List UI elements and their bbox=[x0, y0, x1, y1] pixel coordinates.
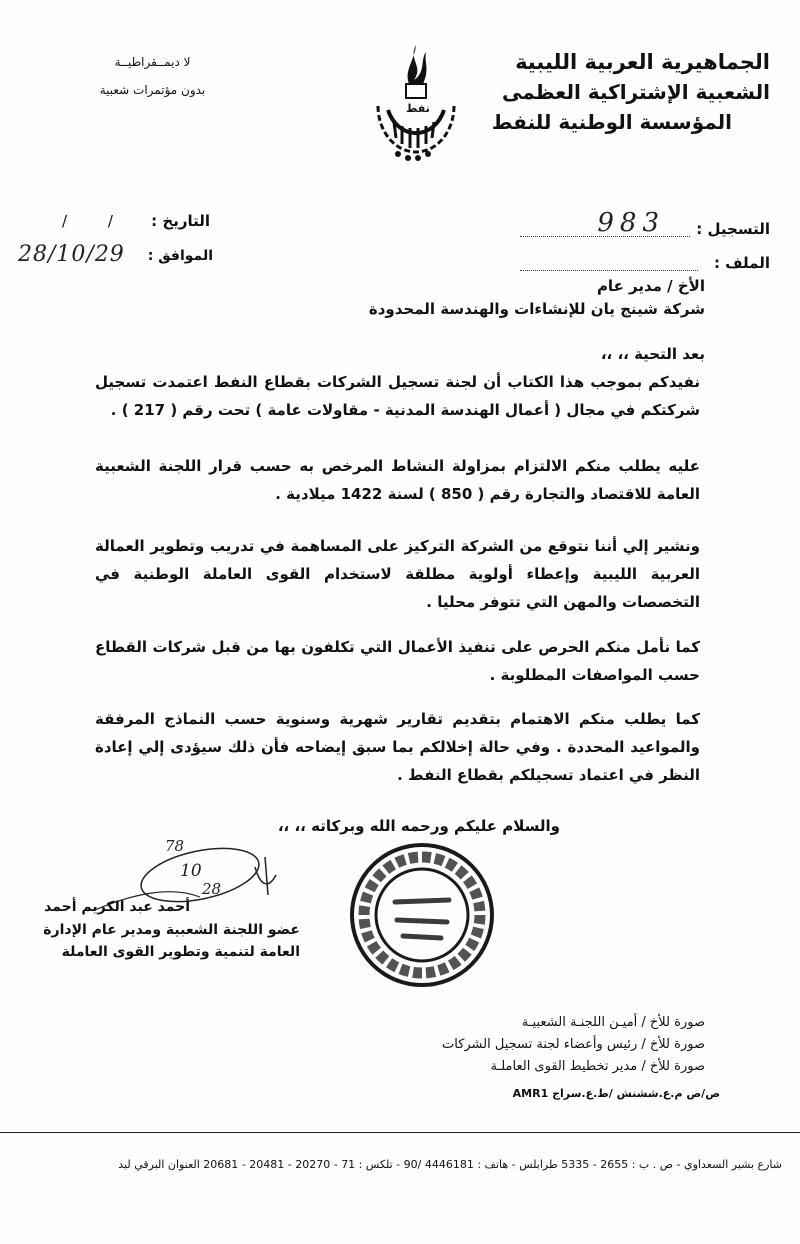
org-line-3: المؤسسة الوطنية للنفط bbox=[491, 110, 732, 134]
corresponding-value: 28/10/29 bbox=[18, 242, 125, 267]
file-label: الملف : bbox=[713, 254, 770, 272]
paragraph-3: ونشير إلي أننا نتوقع من الشركة التركيز على المساهمة في تدريب وتطوير العمالة العربية الليبية وإعطاء أولوية مطلقة لاستخدام القوى العاملة الوطنية في التخصصات والمهن التي تتوفر محليا . bbox=[95, 537, 700, 611]
org-line-1: الجماهيرية العربية الليبية bbox=[515, 50, 770, 74]
cc-line-1: صورة للأخ / أميـن اللجنـة الشعبيـة bbox=[521, 1015, 705, 1030]
note-78: 78 bbox=[165, 837, 185, 855]
file-row bbox=[520, 254, 770, 274]
motto-line-2: بدون مؤتمرات شعبية bbox=[99, 83, 206, 97]
motto-line-1: لا ديمــقراطيــة bbox=[114, 55, 191, 69]
motto bbox=[90, 55, 215, 97]
org-line-2: الشعبية الإشتراكية العظمى bbox=[502, 80, 770, 104]
recipient-line-1: الأخ / مدير عام bbox=[596, 277, 705, 295]
cc-line-3: صورة للأخ / مدير تخطيط القوى العاملـة bbox=[490, 1059, 705, 1074]
registration-label: التسجيل : bbox=[696, 220, 770, 238]
paragraph-1: نفيدكم بموجب هذا الكتاب أن لجنة تسجيل الشركات بقطاع النفط اعتمدت تسجيل شركتكم في مجال ( أعمال الهندسة المدنية - مقاولات عامة ) تحت رقم ( 217 ) . bbox=[95, 373, 700, 419]
registration-value: 983 bbox=[597, 208, 665, 238]
paragraph-5: كما يطلب منكم الاهتمام بتقديم تقارير شهرية وسنوية حسب النماذج المرفقة والمواعيد المحددة . وفي حالة إخلالكم بما سبق إيضاحه فأن ذلك سيؤدى إلي إعادة النظر في اعتماد تسجيلكم بقطاع النفط . bbox=[95, 710, 700, 784]
stamp-seal-icon bbox=[345, 840, 500, 990]
signatory-name: أحمد عبد الكريم أحمد bbox=[44, 899, 190, 915]
footer-address: شارع بشير السعداوي - ص . ب : 2655 - 5335 طرابلس - هاتف : 4446181 /90 - تلكس : 71 - 20270 - 20481 - 20681 العنوان البرقي ليد bbox=[118, 1158, 782, 1171]
logo-text: نفط bbox=[406, 102, 430, 115]
noc-logo bbox=[368, 40, 464, 165]
corresponding-label: الموافق : bbox=[147, 248, 213, 264]
signatory-title-1: عضو اللجنة الشعبية ومدير عام الإدارة bbox=[43, 922, 300, 938]
corresponding-row bbox=[18, 244, 213, 270]
paragraph-2: عليه يطلب منكم الالتزام بمزاولة النشاط المرخص به حسب قرار اللجنة الشعبية العامة للاقتصاد والتجارة رقم ( 850 ) لسنة 1422 ميلادية . bbox=[95, 457, 700, 503]
closing: والسلام عليكم ورحمه الله وبركاته ،، ،، bbox=[277, 817, 560, 835]
paragraph-4: كما نأمل منكم الحرص على تنفيذ الأعمال التي تكلفون بها من قبل شركات القطاع حسب المواصفات المطلوبة . bbox=[95, 638, 700, 684]
recipient-line-2: شركة شينج يان للإنشاءات والهندسة المحدودة bbox=[368, 300, 705, 318]
note-28: 28 bbox=[202, 880, 222, 898]
date-label: التاريخ : bbox=[151, 212, 210, 230]
official-stamp bbox=[345, 840, 500, 990]
signatory-title-2: العامة لتنمية وتطوير القوى العاملة bbox=[61, 944, 300, 960]
footer-rule bbox=[0, 1132, 800, 1133]
note-10: 10 bbox=[180, 861, 202, 881]
reference-line: ص/ص م.ع.ششنش /ط.ع.سراج AMR1 bbox=[512, 1087, 720, 1100]
cc-line-2: صورة للأخ / رئيس وأعضاء لجنة تسجيل الشركات bbox=[442, 1037, 705, 1052]
registration-row bbox=[520, 208, 770, 240]
date-row bbox=[20, 212, 210, 236]
date-value: / / bbox=[62, 212, 131, 230]
greeting: بعد التحية ،، ،، bbox=[600, 345, 705, 363]
file-dotted-line bbox=[520, 256, 698, 271]
organization-header bbox=[470, 50, 770, 134]
